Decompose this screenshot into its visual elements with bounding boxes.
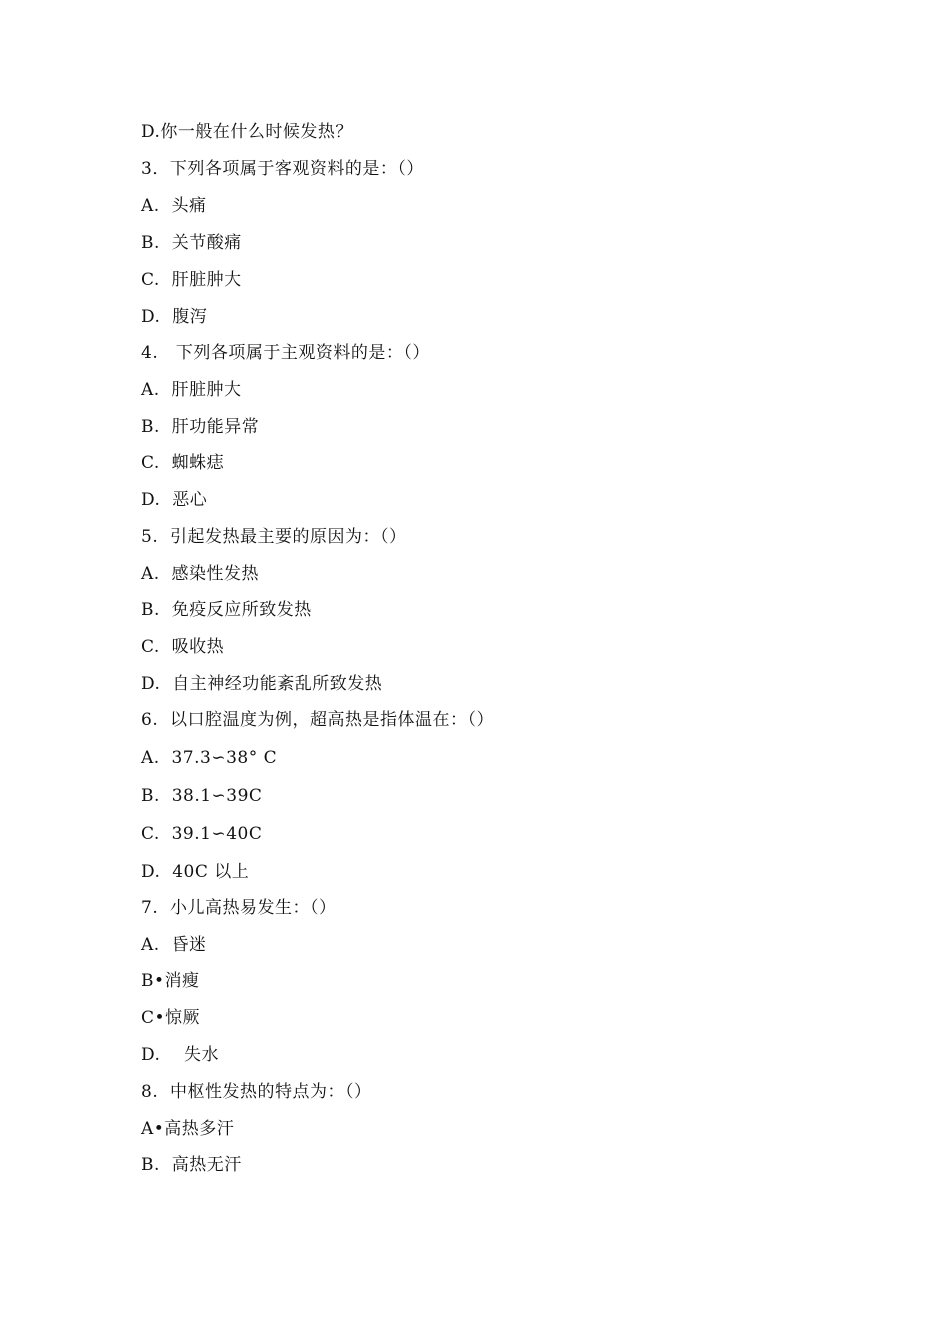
option-line: B. 高热无汗 [141, 1155, 242, 1175]
option-line: A•高热多汗 [141, 1119, 235, 1139]
option-line: D. 40C 以上 [141, 862, 250, 882]
option-line: B•消瘦 [141, 971, 200, 991]
question-line: 7. 小儿高热易发生：（） [141, 898, 337, 918]
option-line: A. 肝脏肿大 [141, 380, 242, 400]
option-line: A. 头痛 [141, 196, 207, 216]
option-line: A. 昏迷 [141, 935, 207, 955]
question-line: 8. 中枢性发热的特点为：（） [141, 1082, 372, 1102]
question-line: 5. 引起发热最主要的原因为：（） [141, 527, 407, 547]
option-line: D. 自主神经功能紊乱所致发热 [141, 674, 383, 694]
option-line: C. 吸收热 [141, 637, 225, 657]
question-line: 4. 下列各项属于主观资料的是：（） [141, 343, 430, 363]
question-line: 3．下列各项属于客观资料的是：（） [141, 159, 424, 179]
option-line: B. 38.1∽39C [141, 786, 263, 806]
option-line: A. 感染性发热 [141, 564, 259, 584]
option-line: B. 关节酸痛 [141, 233, 242, 253]
option-line: A. 37.3∽38° C [141, 748, 278, 768]
option-line: D.你一般在什么时候发热？ [141, 122, 353, 142]
option-line: B. 免疫反应所致发热 [141, 600, 312, 620]
option-line: C. 39.1∽40C [141, 824, 263, 844]
option-line: C•惊厥 [141, 1008, 201, 1028]
option-line: D. 腹泻 [141, 307, 208, 327]
option-line: D. 失水 [141, 1045, 220, 1065]
option-line: D. 恶心 [141, 490, 208, 510]
option-line: C. 肝脏肿大 [141, 270, 242, 290]
option-line: C. 蜘蛛痣 [141, 453, 225, 473]
option-line: B. 肝功能异常 [141, 417, 260, 437]
question-line: 6. 以口腔温度为例，超高热是指体温在：（） [141, 710, 495, 730]
